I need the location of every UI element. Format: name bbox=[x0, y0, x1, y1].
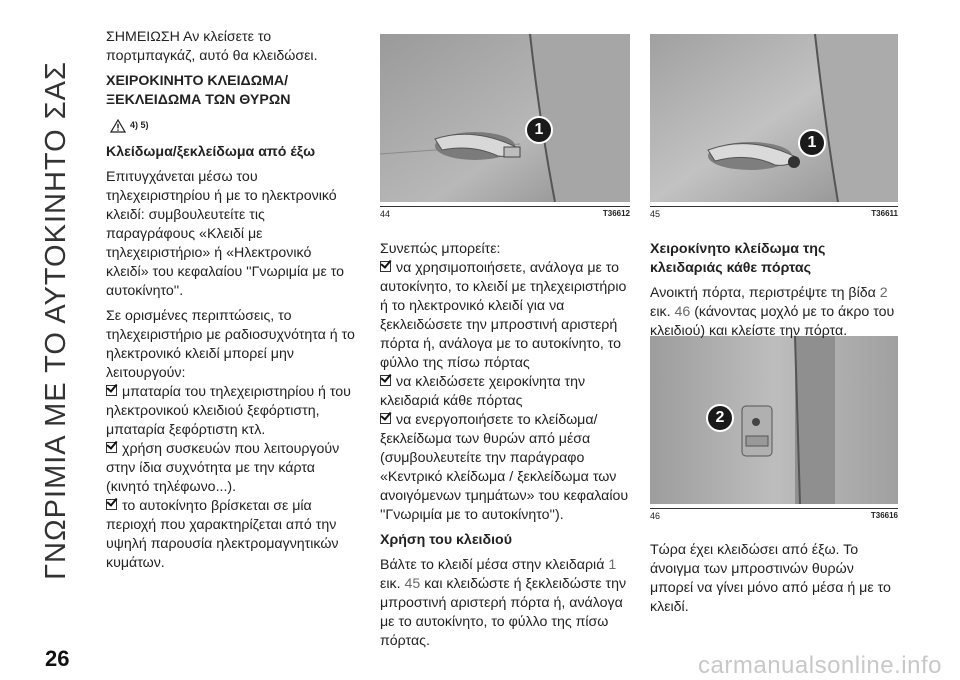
checkbox-bullet-icon bbox=[106, 385, 117, 396]
bullet-item: να κλειδώσετε χειροκίνητα την κλειδαριά κάθε πόρτας bbox=[380, 374, 586, 409]
bullet-item: το αυτοκίνητο βρίσκεται σε μία περιοχή που χαρακτηρίζεται από την υψηλή παρουσία ηλεκτρομαγνητικών κυμάτων. bbox=[106, 498, 339, 571]
paragraph: Βάλτε το κλειδί μέσα στην κλειδαριά 1 εικ. 45 και κλειδώστε ή ξεκλειδώστε την μπροστινή αριστερή πόρτα ή, ανάλογα με το αυτοκίνητο, το φύλλο της πίσω πόρτας. bbox=[380, 557, 627, 649]
subsection-heading: Κλείδωμα/ξεκλείδωμα από έξω bbox=[106, 144, 316, 160]
figure-number: 44 bbox=[380, 209, 391, 219]
section-heading: ΧΕΙΡΟΚΙΝΗΤΟ ΚΛΕΙΔΩΜΑ/ ΞΕΚΛΕΙΔΩΜΑ ΤΩΝ ΘΥΡΩΝ bbox=[106, 73, 291, 108]
checkbox-bullet-icon bbox=[106, 499, 117, 510]
paragraph: Ανοικτή πόρτα, περιστρέψτε τη βίδα 2 εικ. 46 (κάνοντας μοχλό με το άκρο του κλειδιού) και κλείστε την πόρτα. bbox=[650, 285, 895, 339]
note-text: ΣΗΜΕΙΩΣΗ Αν κλείσετε το πορτμπαγκάζ, αυτό θα κλειδώσει. bbox=[106, 29, 318, 64]
callout-ref: 2 bbox=[879, 285, 888, 301]
callout-ref: 1 bbox=[608, 557, 617, 573]
warning-ref-text: 4) 5) bbox=[130, 120, 149, 130]
figure-ref: 45 bbox=[404, 576, 421, 592]
watermark: carmanualsonline.info bbox=[698, 652, 942, 679]
figure-number: 46 bbox=[650, 511, 661, 521]
callout-badge: 2 bbox=[706, 404, 734, 432]
column-right bbox=[650, 240, 898, 347]
paragraph: Επιτυγχάνεται μέσω του τηλεχειριστηρίου ή με το ηλεκτρονικό κλειδί: συμβουλευτείτε τις παραγράφους «Κλειδί με τηλεχειριστήριο» ή «Ηλεκτρονικό κλειδί» του κεφαλαίου ''Γνωριμία με το αυτοκίνητο''. bbox=[106, 169, 345, 299]
subsection-heading: Χειροκίνητο κλείδωμα της κλειδαριάς κάθε πόρτας bbox=[650, 241, 826, 276]
checkbox-bullet-icon bbox=[106, 442, 117, 453]
subsection-heading: Χρήση του κλειδιού bbox=[380, 532, 512, 548]
callout-badge: 1 bbox=[525, 116, 553, 144]
figure-ref: 46 bbox=[674, 304, 691, 320]
warning-triangle-icon bbox=[110, 119, 126, 133]
checkbox-bullet-icon bbox=[380, 413, 391, 424]
paragraph: Συνεπώς μπορείτε: bbox=[380, 241, 501, 257]
checkbox-bullet-icon bbox=[380, 261, 391, 272]
figure-44 bbox=[380, 34, 630, 220]
chapter-side-title bbox=[28, 20, 84, 620]
figure-45-image bbox=[650, 34, 898, 202]
bullet-item: χρήση συσκευών που λειτουργούν στην ίδια συχνότητα με την κάρτα (κινητό τηλέφωνο...). bbox=[106, 441, 340, 495]
bullet-item: μπαταρία του τηλεχειριστηρίου ή του ηλεκτρονικού κλειδιού ξεφόρτιστη, μπαταρία ξεφόρτιστη κτλ. bbox=[106, 384, 351, 438]
column-middle bbox=[380, 240, 630, 657]
column-left bbox=[106, 28, 356, 573]
figure-caption bbox=[650, 508, 898, 521]
column-right-lower bbox=[650, 541, 898, 623]
paragraph: Σε ορισμένες περιπτώσεις, το τηλεχειριστήριο με ραδιοσυχνότητα ή το ηλεκτρονικό κλειδί μπορεί μην λειτουργούν: bbox=[106, 308, 355, 381]
figure-caption bbox=[380, 206, 630, 219]
warning-reference bbox=[110, 116, 356, 135]
figure-46-image bbox=[650, 336, 898, 504]
figure-46 bbox=[650, 336, 898, 522]
figure-caption bbox=[650, 206, 898, 219]
figure-code: T36611 bbox=[871, 209, 898, 218]
figure-44-image bbox=[380, 34, 630, 202]
checkbox-bullet-icon bbox=[380, 375, 391, 386]
figure-number: 45 bbox=[650, 209, 661, 219]
bullet-item: να χρησιμοποιήσετε, ανάλογα με το αυτοκίνητο, το κλειδί με τηλεχειριστήριο ή το ηλεκτρονικό κλειδί για να ξεκλειδώσετε την μπροστινή αριστερή πόρτα ή, ανάλογα με το αυτοκίνητο, το φύλλο της πίσω πόρτας bbox=[380, 260, 627, 371]
chapter-title-text: ΓΝΩΡΙΜΙΑ ΜΕ ΤΟ ΑΥΤΟΚΙΝΗΤΟ ΣΑΣ bbox=[39, 60, 72, 580]
page-number: 26 bbox=[45, 646, 70, 671]
callout-badge: 1 bbox=[798, 129, 826, 157]
figure-45 bbox=[650, 34, 898, 220]
bullet-item: να ενεργοποιήσετε το κλείδωμα/ξεκλείδωμα των θυρών από μέσα (συμβουλευτείτε την παράγραφο «Κεντρικό κλείδωμα / ξεκλείδωμα των ανοιγόμενων τμημάτων» του κεφαλαίου ''Γνωριμία με το αυτοκίνητο''). bbox=[380, 412, 629, 523]
paragraph: Τώρα έχει κλειδώσει από έξω. Το άνοιγμα των μπροστινών θυρών μπορεί να γίνει μόνο από μέσα ή με το κλειδί. bbox=[650, 542, 891, 615]
figure-code: T36616 bbox=[870, 511, 898, 520]
figure-code: T36612 bbox=[602, 209, 630, 218]
